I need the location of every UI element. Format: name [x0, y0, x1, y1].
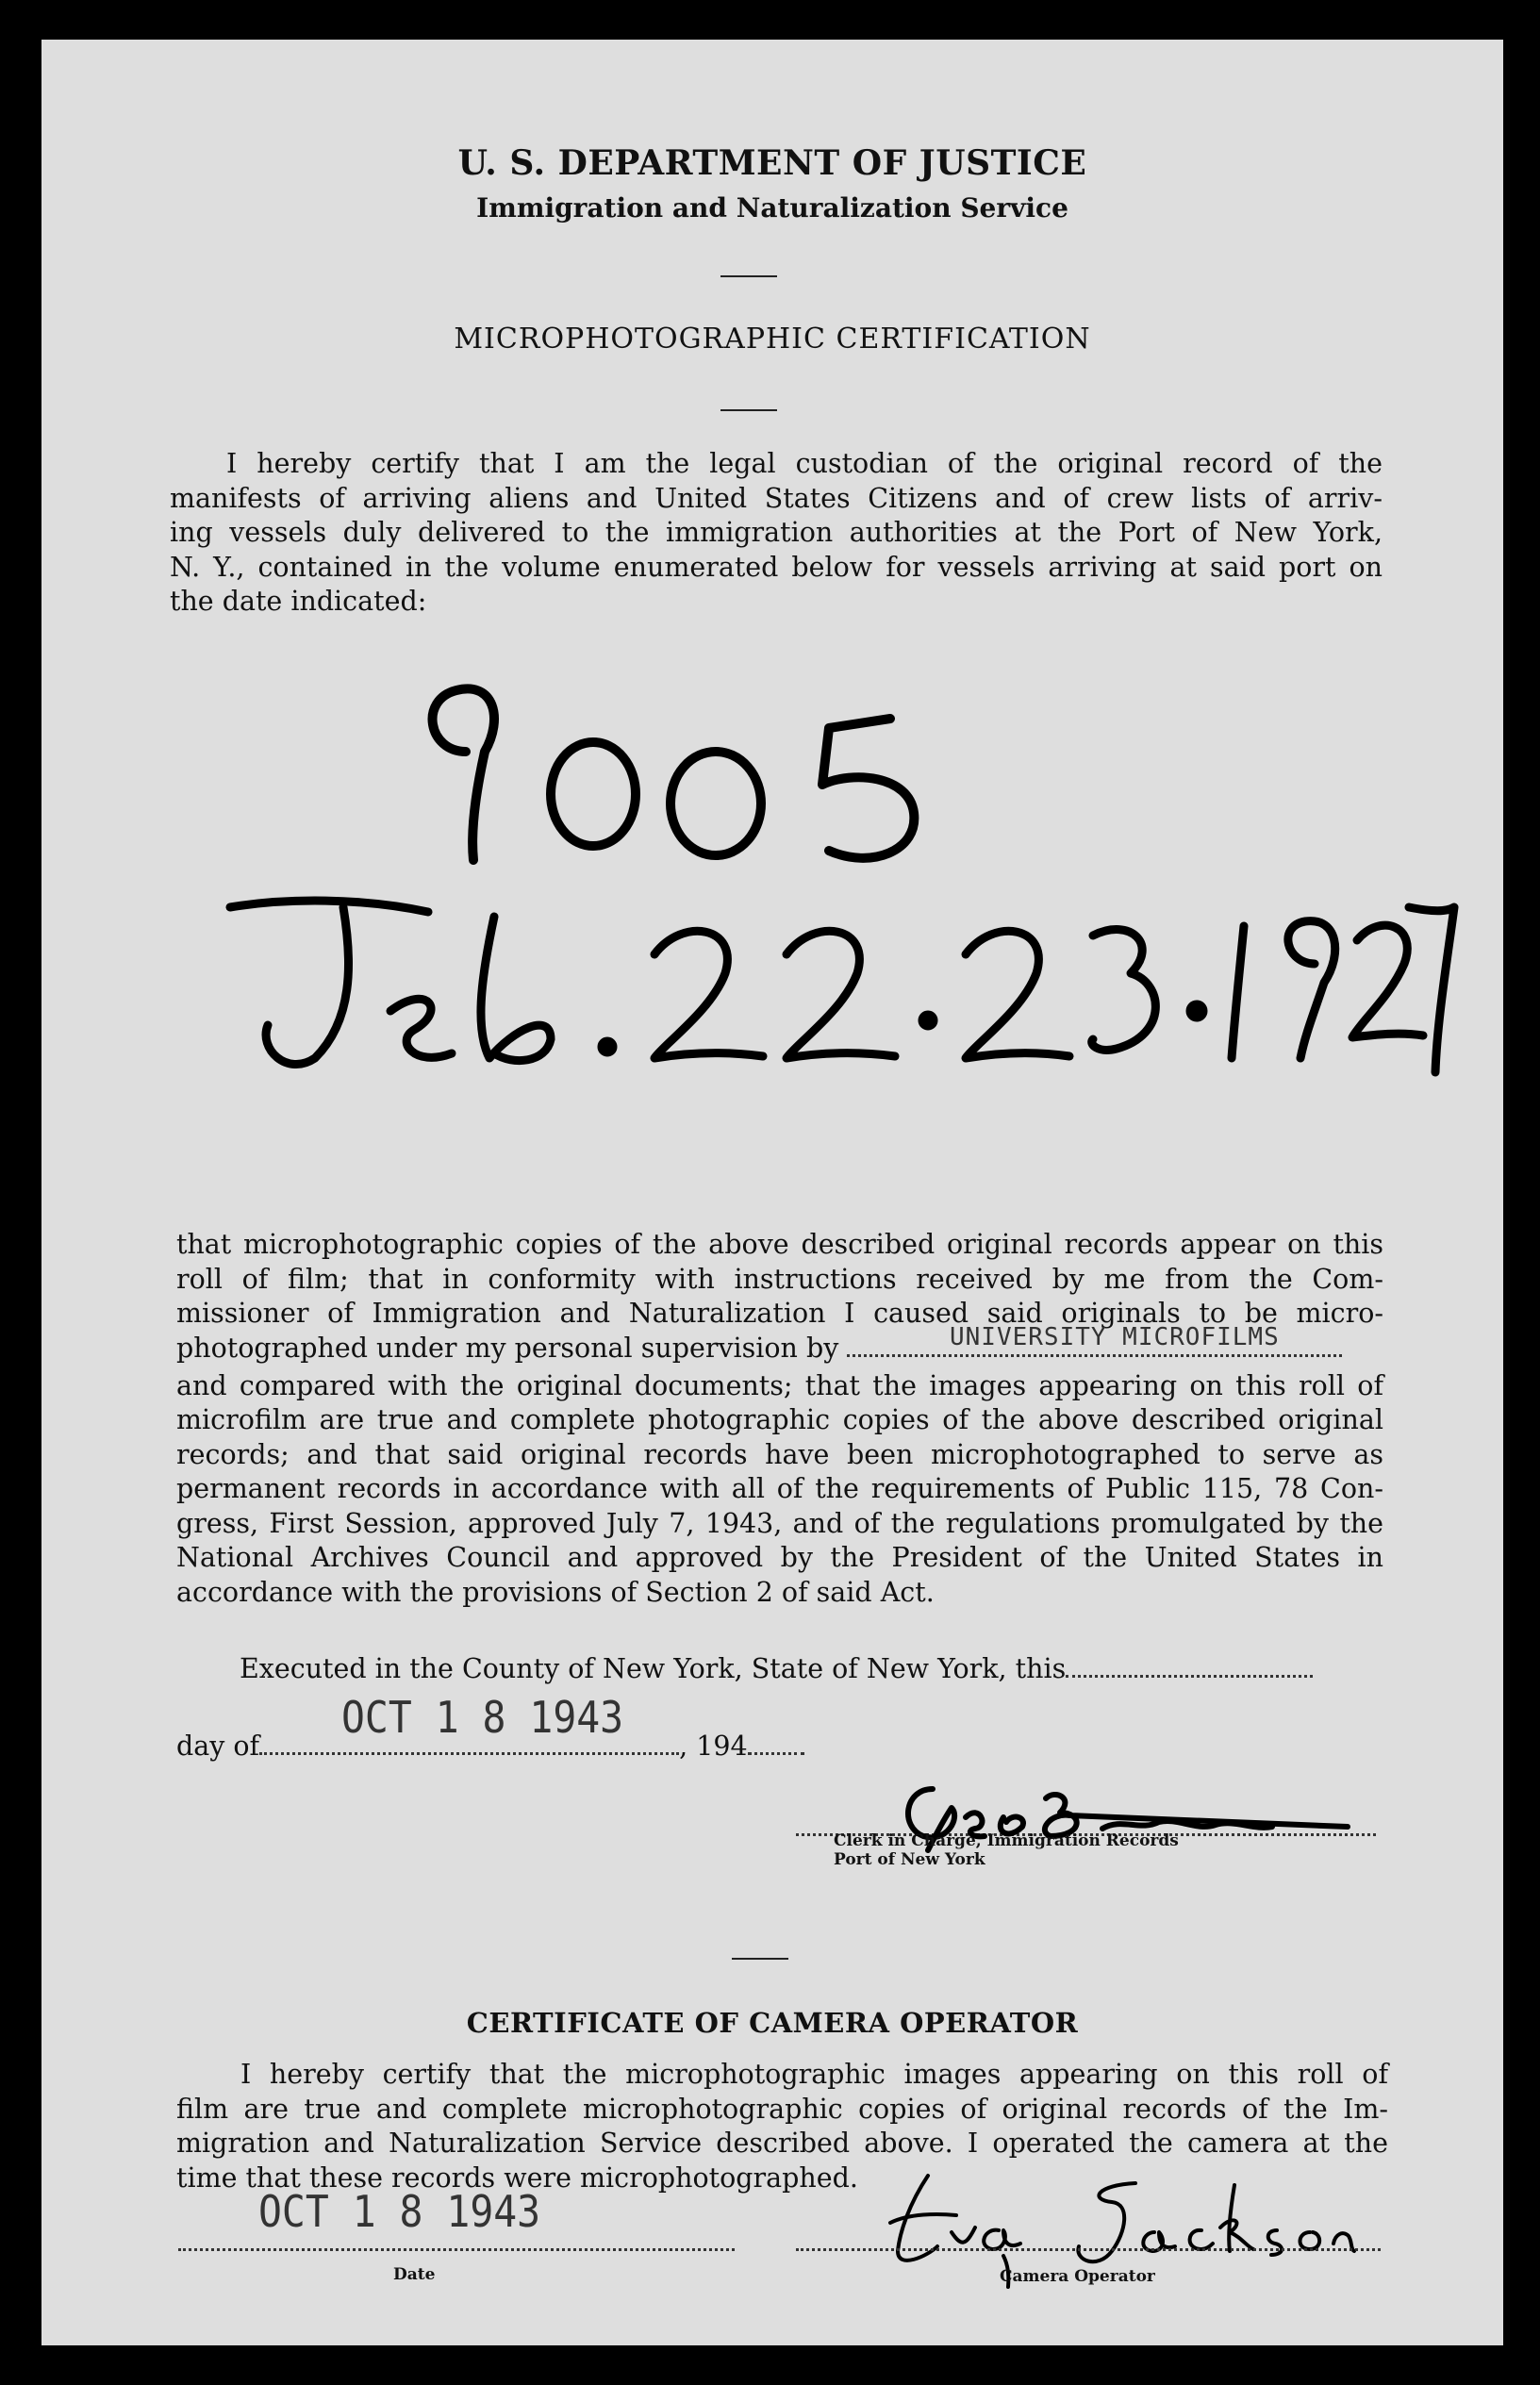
camera-line: time that these records were microphotographed.	[176, 2161, 858, 2194]
certification-paragraph	[176, 1228, 1383, 1610]
body-line: accordance with the provisions of Section 2 of said Act.	[176, 1576, 935, 1608]
intro-paragraph	[170, 447, 1383, 620]
body-line: and compared with the original documents; that the images appearing on this roll of	[176, 1369, 1383, 1401]
camera-certificate-title: CERTIFICATE OF CAMERA OPERATOR	[466, 2007, 1079, 2039]
handwritten-dates	[211, 870, 1456, 1086]
camera-operator-line	[796, 2246, 1381, 2251]
body-line: roll of film; that in conformity with instructions received by me from the Com-	[176, 1263, 1383, 1295]
department-title: U. S. DEPARTMENT OF JUSTICE	[457, 143, 1087, 183]
executed-day-field	[1066, 1654, 1313, 1678]
camera-line: film are true and complete microphotographic copies of original records of the Im-	[176, 2093, 1388, 2125]
photographed-by-stamp: UNIVERSITY MICROFILMS	[950, 1322, 1280, 1351]
certificate-page	[41, 40, 1503, 2345]
year-prefix: , 194	[679, 1731, 748, 1762]
photographed-by-prefix: photographed under my personal supervision by	[176, 1332, 839, 1364]
handwritten-volume-number	[400, 662, 1079, 879]
executed-line	[240, 1652, 1418, 1687]
camera-operator-label: Camera Operator	[1000, 2267, 1155, 2286]
day-of-label: day of	[176, 1731, 260, 1762]
service-subtitle: Immigration and Naturalization Service	[476, 192, 1068, 224]
camera-date-stamp: OCT 1 8 1943	[258, 2186, 541, 2237]
body-line: National Archives Council and approved by the President of the United States in	[176, 1542, 1383, 1573]
certification-heading: MICROPHOTOGRAPHIC CERTIFICATION	[454, 323, 1091, 356]
camera-date-line	[178, 2246, 735, 2251]
divider-middle	[720, 409, 777, 411]
body-line: permanent records in accordance with all of the requirements of Public 115, 78 Con-	[176, 1473, 1383, 1504]
intro-line: the date indicated:	[170, 586, 427, 617]
divider-bottom	[732, 1958, 788, 1960]
body-line: that microphotographic copies of the above described original records appear on this	[176, 1229, 1383, 1260]
clerk-title-line1: Clerk in Charge, Immigration Records	[834, 1831, 1179, 1850]
executed-text: Executed in the County of New York, State of New York, this	[240, 1653, 1067, 1684]
body-line: records; and that said original records have been microphotographed to serve as	[176, 1438, 1383, 1470]
clerk-title-line2: Port of New York	[834, 1850, 985, 1869]
body-line: microfilm are true and complete photographic copies of the above described original	[176, 1404, 1383, 1435]
intro-line: manifests of arriving aliens and United States Citizens and of crew lists of arriv-	[170, 482, 1383, 514]
executed-date-stamp: OCT 1 8 1943	[341, 1692, 624, 1743]
intro-line: I hereby certify that I am the legal custodian of the original record of the	[226, 448, 1383, 479]
intro-line: N. Y., contained in the volume enumerated below for vessels arriving at said port on	[170, 551, 1383, 583]
year-field	[748, 1731, 804, 1755]
camera-date-label: Date	[393, 2265, 436, 2284]
photographed-by-line	[176, 1322, 1383, 1369]
divider-top	[720, 275, 777, 277]
body-line: missioner of Immigration and Naturalization I caused said originals to be micro-	[176, 1298, 1383, 1329]
camera-line: I hereby certify that the microphotographic images appearing on this roll of	[240, 2059, 1388, 2090]
body-line: gress, First Session, approved July 7, 1943, and of the regulations promulgated by the	[176, 1507, 1383, 1539]
clerk-title	[834, 1831, 1179, 1869]
camera-line: migration and Naturalization Service described above. I operated the camera at the	[176, 2128, 1388, 2159]
intro-line: ing vessels duly delivered to the immigration authorities at the Port of New York,	[170, 517, 1383, 548]
